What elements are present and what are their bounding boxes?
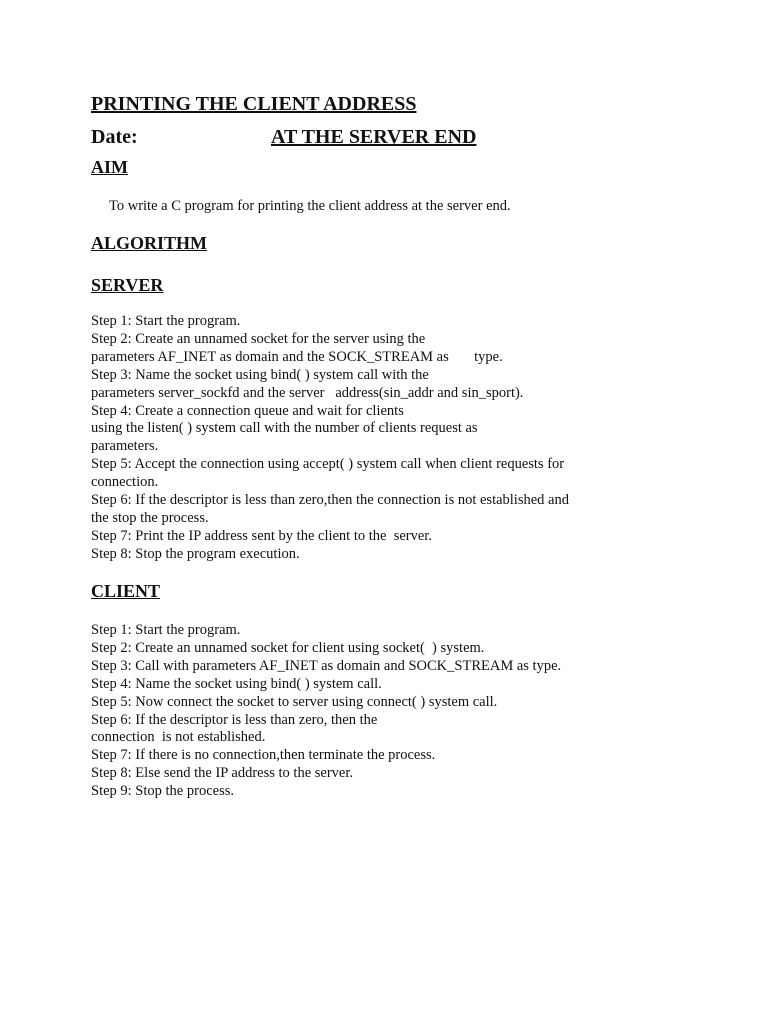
client-step-line: connection is not established. (91, 729, 266, 746)
server-step-line: Step 7: Print the IP address sent by the client to the server. (91, 527, 432, 544)
date-label: Date: (91, 126, 138, 148)
client-step-line: Step 1: Start the program. (91, 622, 241, 638)
client-step-line: Step 2: Create an unnamed socket for client using socket( ) system. (91, 639, 485, 656)
server-step-line: Step 1: Start the program. (91, 313, 241, 329)
document-title: PRINTING THE CLIENT ADDRESS (91, 93, 417, 115)
server-step-line: connection. (91, 474, 159, 491)
server-step-line: Step 8: Stop the program execution. (91, 545, 300, 562)
client-step-line: Step 7: If there is no connection,then terminate the process. (91, 747, 436, 764)
aim-heading: AIM (91, 157, 128, 177)
server-step-line: Step 6: If the descriptor is less than zero,then the connection is not established and (91, 492, 569, 509)
client-steps (91, 622, 561, 801)
server-heading: SERVER (91, 275, 164, 295)
client-step-line: Step 6: If the descriptor is less than zero, then the (91, 711, 378, 728)
server-step-line: the stop the process. (91, 509, 209, 526)
server-steps (91, 313, 569, 564)
client-step-line: Step 5: Now connect the socket to server using connect( ) system call. (91, 693, 498, 710)
server-step-line: using the listen( ) system call with the number of clients request as (91, 420, 478, 437)
server-step-line: Step 5: Accept the connection using accept( ) system call when client requests for (91, 456, 565, 473)
server-step-line: parameters. (91, 438, 159, 455)
server-step-line: Step 2: Create an unnamed socket for the server using the (91, 330, 426, 347)
client-heading: CLIENT (91, 581, 161, 601)
aim-text: To write a C program for printing the client address at the server end. (109, 198, 511, 214)
client-step-line: Step 9: Stop the process. (91, 783, 234, 800)
server-step-line: parameters AF_INET as domain and the SOCK_STREAM as type. (91, 348, 503, 365)
server-step-line: Step 4: Create a connection queue and wait for clients (91, 402, 404, 419)
client-step-line: Step 3: Call with parameters AF_INET as domain and SOCK_STREAM as type. (91, 657, 562, 674)
client-step-line: Step 8: Else send the IP address to the server. (91, 765, 354, 782)
server-step-line: parameters server_sockfd and the server address(sin_addr and sin_sport). (91, 384, 524, 401)
client-step-line: Step 4: Name the socket using bind( ) system call. (91, 675, 382, 692)
document-subtitle: AT THE SERVER END (271, 126, 477, 148)
server-step-line: Step 3: Name the socket using bind( ) system call with the (91, 366, 429, 383)
algorithm-heading: ALGORITHM (91, 233, 208, 253)
